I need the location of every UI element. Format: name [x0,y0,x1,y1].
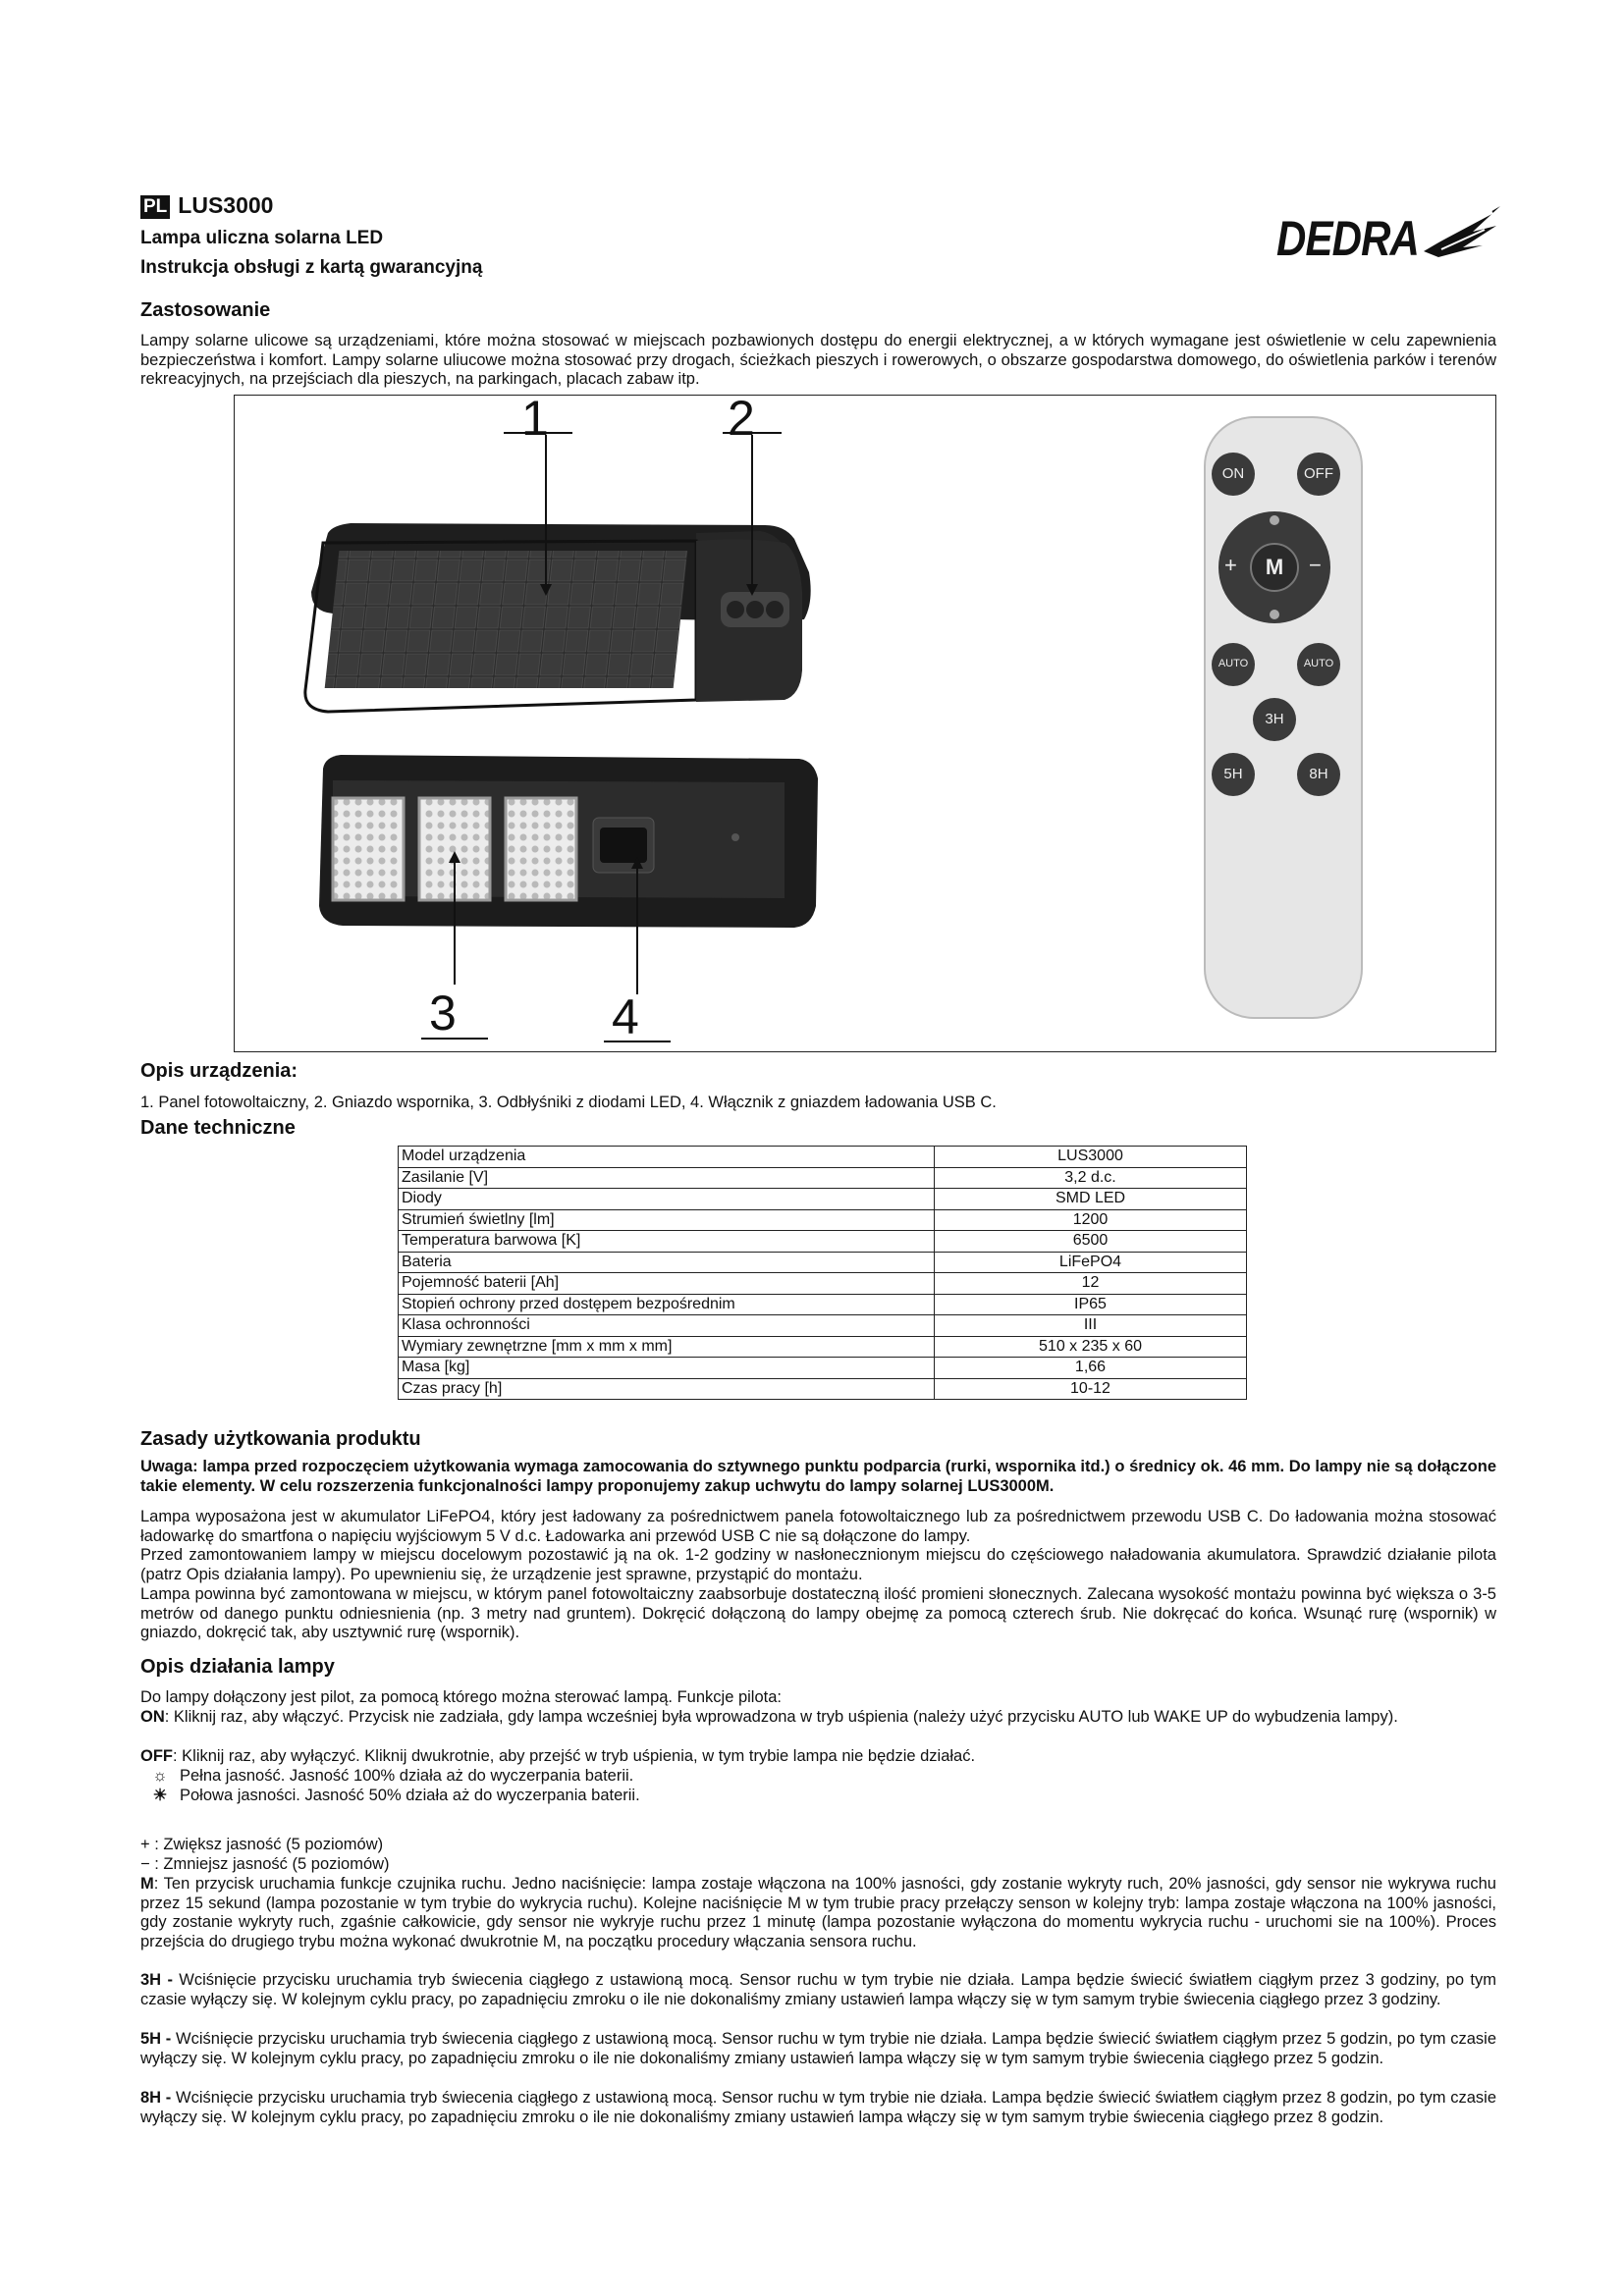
subtitle-manual: Instrukcja obsługi z kartą gwarancyjną [140,257,483,278]
spec-row [399,1189,1247,1210]
spec-value: 10-12 [935,1378,1247,1400]
remote-minus-button: − [1309,553,1322,577]
spec-row [399,1378,1247,1400]
remote-off-button: OFF [1304,465,1333,482]
svg-text:DEDRA: DEDRA [1276,211,1419,265]
off-description: OFF: Kliknij raz, aby wyłączyć. Kliknij dwukrotnie, aby przejść w tryb uśpienia, w tym trybie lampa nie będzie działać. [140,1747,976,1765]
spec-row [399,1315,1247,1337]
spec-value: 1200 [935,1209,1247,1231]
spec-value: 3,2 d.c. [935,1167,1247,1189]
zastosowanie-text: Lampy solarne ulicowe są urządzeniami, które można stosować w miejscach pozbawionych dostępu do energii elektrycznej, a w których wymagane jest oświetlenie w celu zapewnienia bezpieczeństwa i komfort. Lampy solarne uliucowe można stosować przy drogach, ścieżkach pieszych i rowerowych, o obszarze gospodarstwa domowego, do oświetlenia parków i terenów rekreacyjnych, na przejściach dla pieszych, na parkingach, placach zabaw itp. [140,332,1496,388]
zasady-paragraph-3: Lampa powinna być zamontowana w miejscu, w którym panel fotowoltaiczny zaabsorbuje dostateczną ilość promieni słonecznych. Zalecana wysokość montażu powinna być większa o 3-5 metrów od danego punktu odniesnienia (np. 3 metry nad gruntem). Dokręcić dołączoną do lampy obejmę za pomocą czterech śrub. Nie dokręcać do końca. Wsunąć rurę (wspornik) w gniazdo, dokręcić tak, aby usztywnić rurę (wspornik). [140,1585,1496,1641]
spec-row [399,1147,1247,1168]
spec-value: SMD LED [935,1189,1247,1210]
remote-5h-button: 5H [1223,766,1243,782]
spec-row [399,1167,1247,1189]
remote-on-button: ON [1221,465,1245,482]
sun-full-icon: ☼ [152,1767,168,1785]
language-badge: PL [140,195,170,219]
spec-value: 1,66 [935,1358,1247,1379]
opis-text: 1. Panel fotowoltaiczny, 2. Gniazdo wspornika, 3. Odbłyśniki z diodami LED, 4. Włącznik z gniazdem ładowania USB C. [140,1094,997,1111]
spec-label: Pojemność baterii [Ah] [399,1273,935,1295]
remote-8h-button: 8H [1309,766,1328,782]
spec-label: Klasa ochronności [399,1315,935,1337]
section-heading-dane: Dane techniczne [140,1117,296,1139]
5h-key: 5H - [140,2030,172,2048]
spec-label: Czas pracy [h] [399,1378,935,1400]
remote-figure [1160,395,1496,1052]
warning-text: Uwaga: lampa przed rozpoczęciem użytkowania wymaga zamocowania do sztywnego punktu podparcia (rurki, wspornika itd.) o średnicy ok. 46 mm. Do lampy nie są dołączone takie elementy. W celu rozszerzenia funkcjonalności lampy proponujemy zakup uchwytu do lampy solarnej LUS3000M. [140,1458,1496,1495]
spec-label: Bateria [399,1252,935,1273]
spec-value: III [935,1315,1247,1337]
spec-value: LiFePO4 [935,1252,1247,1273]
8h-key: 8H - [140,2089,172,2107]
spec-label: Model urządzenia [399,1147,935,1168]
spec-value: IP65 [935,1294,1247,1315]
callout-1: 1 [521,391,549,446]
remote-plus-button: + [1224,553,1237,577]
plus-description: + : Zwiększ jasność (5 poziomów) [140,1836,384,1853]
spec-value: 6500 [935,1231,1247,1253]
callout-2: 2 [728,391,755,446]
m-key: M [140,1875,154,1893]
callout-4: 4 [612,989,639,1044]
remote-auto-button-right: AUTO [1303,658,1334,669]
remote-3h-button: 3H [1265,711,1284,727]
zasady-paragraph-2: Przed zamontowaniem lampy w miejscu docelowym pozostawić ją na ok. 1-2 godziny w nasłonecznionym miejscu do częściowego naładowania akumulatora. Sprawdzić działanie pilota (patrz Opis działania lampy). Po upewnieniu się, że urządzenie jest sprawne, przystąpić do montażu. [140,1546,1496,1583]
model-name: LUS3000 [178,192,274,218]
spec-row [399,1231,1247,1253]
5h-description: 5H - Wciśnięcie przycisku uruchamia tryb świecenia ciągłego z ustawioną mocą. Sensor ruchu w tym trybie nie działa. Lampa będzie świecić światłem ciągłym przez 5 godzin, po tym czasie wyłączy się. W kolejnym cyklu pracy, po zapadnięciu zmroku o ile nie dokonaliśmy zmiany ustawień lampa włączy się w tym samym trybie świecenia ciągłego przez 5 godzin. [140,2030,1497,2067]
lamp-figure [234,391,1162,1052]
lamp-illustration [235,396,1161,1051]
off-key: OFF [140,1747,173,1765]
spec-value: 12 [935,1273,1247,1295]
document-title [140,192,273,219]
spec-label: Diody [399,1189,935,1210]
remote-auto-button-left: AUTO [1218,658,1249,669]
3h-key: 3H - [140,1971,173,1989]
on-key: ON [140,1708,165,1726]
on-description: ON: Kliknij raz, aby włączyć. Przycisk nie zadziała, gdy lampa wcześniej była wprowadzona w tryb uśpienia (należy użyć przycisku AUTO lub WAKE UP do wybudzenia lampy). [140,1708,1398,1726]
spec-value: LUS3000 [935,1147,1247,1168]
full-brightness-row: ☼ Pełna jasność. Jasność 100% działa aż do wyczerpania baterii. [140,1767,1496,1787]
spec-label: Zasilanie [V] [399,1167,935,1189]
section-heading-zastosowanie: Zastosowanie [140,299,271,321]
section-heading-opis: Opis urządzenia: [140,1060,298,1082]
m-description: M: Ten przycisk uruchamia funkcje czujnika ruchu. Jedno naciśnięcie: lampa zostaje włączona na 100% jasności, gdy zostanie wykryty ruch, 20% jasności, gdy sensor nie wykrywa ruchu przez 15 sekund (lampa pozostanie w tym trybie do wykrycia ruchu). Kolejne naciśnięcie M w tym trubie pracy przełączy senson w kolejny tryb: lampa zostaje włączona na 100% jasności, gdy zostanie wykryty ruch, zgaśnie całkowicie, gdy sensor nie wykryje ruchu przez 1 minutę (lampa pozostanie wyłączona do momentu wykrycia ruchu - uruchomi sie na 100%). Proces przejścia do drugiego trybu można wykonać dwukrotnie M, na początku procedury włączania sensora ruchu. [140,1875,1496,1950]
callout-3: 3 [429,986,457,1041]
half-brightness-row: ☀ Połowa jasności. Jasność 50% działa aż do wyczerpania baterii. [140,1787,1496,1806]
spec-row [399,1252,1247,1273]
3h-description: 3H - Wciśnięcie przycisku uruchamia tryb świecenia ciągłego z ustawioną mocą. Sensor ruchu w tym trybie nie działa. Lampa będzie świecić światłem ciągłym przez 3 godziny, po tym czasie wyłączy się. W kolejnym cyklu pracy, po zapadnięciu zmroku o ile nie dokonaliśmy zmiany ustawień lampa włączy się w tym samym trybie świecenia ciągłego przez 3 godziny. [140,1971,1496,2008]
remote-illustration [1160,396,1495,1051]
8h-description: 8H - Wciśnięcie przycisku uruchamia tryb świecenia ciągłego z ustawioną mocą. Sensor ruchu w tym trybie nie działa. Lampa będzie świecić światłem ciągłym przez 8 godzin, po tym czasie wyłączy się. W kolejnym cyklu pracy, po zapadnięciu zmroku o ile nie dokonaliśmy zmiany ustawień lampa włączy się w tym samym trybie świecenia ciągłego przez 8 godzin. [140,2089,1497,2126]
zasady-paragraph-1: Lampa wyposażona jest w akumulator LiFePO4, który jest ładowany za pośrednictwem panela fotowoltaicznego lub za pośrednictwem przewodu USB C. Do ładowania można stosować ładowarkę do smartfona o napięciu wyjściowym 5 V d.c. Ładowarka ani przewód USB C nie są dołączone do lampy. [140,1508,1496,1545]
remote-m-button: M [1265,555,1284,579]
section-heading-zasady: Zasady użytkowania produktu [140,1428,421,1450]
spec-label: Temperatura barwowa [K] [399,1231,935,1253]
minus-description: − : Zmniejsz jasność (5 poziomów) [140,1855,390,1873]
spec-row [399,1209,1247,1231]
spec-row [399,1336,1247,1358]
dedra-logo [1276,202,1502,265]
spec-table [398,1146,1247,1400]
spec-row [399,1294,1247,1315]
spec-row [399,1358,1247,1379]
spec-label: Masa [kg] [399,1358,935,1379]
spec-label: Stopień ochrony przed dostępem bezpośrednim [399,1294,935,1315]
spec-label: Strumień świetlny [lm] [399,1209,935,1231]
dzialanie-intro: Do lampy dołączony jest pilot, za pomocą którego można sterować lampą. Funkcje pilota: [140,1688,782,1706]
spec-value: 510 x 235 x 60 [935,1336,1247,1358]
spec-row [399,1273,1247,1295]
spec-label: Wymiary zewnętrzne [mm x mm x mm] [399,1336,935,1358]
section-heading-dzialanie: Opis działania lampy [140,1656,335,1678]
sun-half-icon: ☀ [152,1787,168,1804]
subtitle-product: Lampa uliczna solarna LED [140,228,384,248]
